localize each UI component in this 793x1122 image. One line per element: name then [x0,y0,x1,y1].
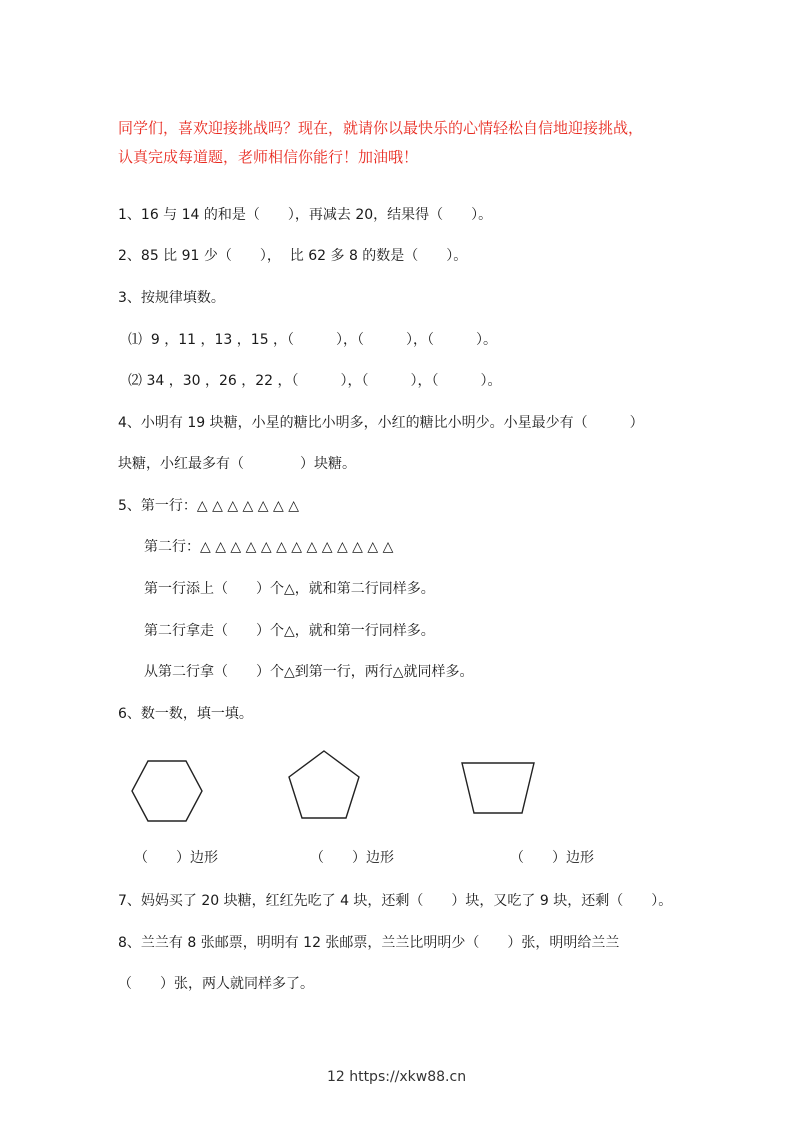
question-5-a: 第一行添上（ ）个△，就和第二行同样多。 [144,581,435,597]
shape-label-1: （ ）边形 [134,850,218,866]
intro-line-2: 认真完成每道题，老师相信你能行！加油哦！ [118,148,419,166]
question-3-part-1: ⑴ 9 ，11 ，13 ，15 ，（ ），（ ），（ ）。 [128,332,498,348]
question-4-line-1: 4、小明有 19 块糖，小星的糖比小明多，小红的糖比小明少。小星最少有（ ） [118,415,644,431]
question-4-line-2: 块糖，小红最多有（ ）块糖。 [118,456,356,472]
shape-label-3: （ ）边形 [510,850,594,866]
pentagon-icon [286,748,362,820]
shape-label-2: （ ）边形 [310,850,394,866]
question-3-part-2: ⑵ 34 ，30 ，26 ，22 ，（ ），（ ），（ ）。 [128,373,502,389]
question-8-line-2: （ ）张，两人就同样多了。 [118,976,314,992]
page-footer: 12 https://xkw88.cn [326,1069,467,1085]
intro-line-1: 同学们，喜欢迎接挑战吗？现在，就请你以最快乐的心情轻松自信地迎接挑战， [118,119,644,137]
question-2: 2、85 比 91 少（ ）， 比 62 多 8 的数是（ ）。 [118,248,468,264]
question-1: 1、16 与 14 的和是（ ），再减去 20，结果得（ ）。 [118,207,493,223]
question-7: 7、妈妈买了 20 块糖，红红先吃了 4 块，还剩（ ）块，又吃了 9 块，还剩（ ）。 [118,893,673,909]
question-3: 3、按规律填数。 [118,290,225,306]
question-5-c: 从第二行拿（ ）个△到第一行，两行△就同样多。 [144,664,474,680]
trapezoid-icon [459,760,537,816]
hexagon-icon [128,758,206,824]
question-5-b: 第二行拿走（ ）个△，就和第一行同样多。 [144,623,435,639]
question-5-row-2: 第二行：△ △ △ △ △ △ △ △ △ △ △ △ △ [144,539,394,555]
question-6: 6、数一数，填一填。 [118,706,253,722]
question-5-row-1: 5、第一行：△ △ △ △ △ △ △ [118,498,299,514]
question-8-line-1: 8、兰兰有 8 张邮票，明明有 12 张邮票，兰兰比明明少（ ）张，明明给兰兰 [118,935,620,951]
